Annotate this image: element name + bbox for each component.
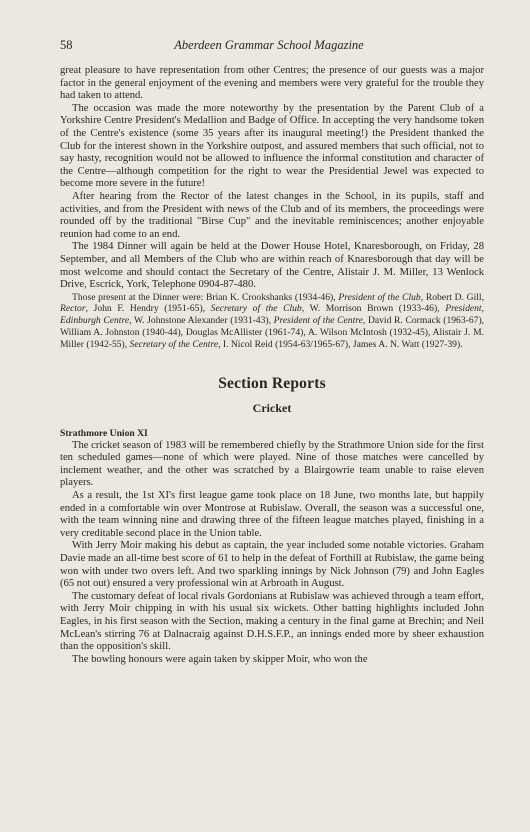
attendee-role: Secretary of the Club bbox=[210, 303, 302, 315]
attendee-role: President of the Centre bbox=[273, 315, 363, 327]
attendee-name: John F. Hendry (1951-65), bbox=[93, 303, 211, 315]
attendees-list bbox=[60, 292, 484, 351]
dinner-report bbox=[60, 65, 484, 351]
subsection-title: Cricket bbox=[252, 400, 292, 415]
paragraph: After hearing from the Rector of the latest changes in the School, in its pupils, staff and activities, and from the President with news of the Club and of its members, the proceedings were rounded off by the traditional "Birse Cup" and the inevitable reminiscences; another enjoyable reunion had come to an end. bbox=[60, 190, 484, 240]
separator: , bbox=[301, 303, 310, 315]
paragraph: The customary defeat of local rivals Gordonians at Rubislaw was achieved through a team effort, with Jerry Moir chipping in with his usual six wickets. Other batting highlights included John Eagles, in his first season with the Section, making a century in the final game at Brechin; and Neil McLean's stirring 76 at Dalnacraig against D.H.S.F.P., an innings ended more by sheer exhaustion than the opposition's skill. bbox=[60, 590, 484, 653]
cricket-report bbox=[60, 440, 484, 667]
paragraph: The occasion was made the more noteworthy by the presentation by the Parent Club of a Yorkshire Centre President's Medallion and Badge of Office. In accepting the very handsome token of the Centre's existence (some 35 years after its inaugural meeting!) the President thanked the Club for the interest shown in the Yorkshire outpost, and assured members that such official, not to say hasty, recognition would not be allowed to influence the informal constitution and character of the Centre—although competition for the right to wear the Presidential Jewel was expected to become more severe in the future! bbox=[60, 102, 484, 190]
paragraph: The bowling honours were again taken by skipper Moir, who won the bbox=[72, 653, 368, 665]
separator: , bbox=[420, 291, 426, 303]
running-title: Aberdeen Grammar School Magazine bbox=[174, 38, 364, 52]
separator: , bbox=[129, 315, 134, 327]
separator: , bbox=[85, 303, 94, 315]
paragraph: great pleasure to have representation from other Centres; the presence of our guests was a major factor in the general enjoyment of the evening and members were very grateful for the trouble they had taken to attend. bbox=[60, 65, 484, 102]
paragraph: The 1984 Dinner will again be held at the Dower House Hotel, Knaresborough, on Friday, 28 September, and all Members of the Club who are within reach of Knaresborough that day will be most welcome and should contact the Secretary of the Centre, Alistair J. M. Miller, 13 Wenlock Drive, Escrick, York, Telephone 0904-87-480. bbox=[60, 241, 484, 291]
section-title: Section Reports bbox=[218, 374, 326, 392]
attendee-name: W. Morrison Brown (1933-46), bbox=[309, 303, 446, 315]
separator: , bbox=[218, 338, 223, 350]
team-heading: Strathmore Union XI bbox=[60, 427, 148, 439]
attendee-name: David R. Cormack (1963-67), William A. Johnston (1940-44), Douglas McAllister (1961-74), A. Wilson McIntosh (1932-45), Alistair J. M. Miller (1942-55), bbox=[60, 315, 485, 350]
attendee-role: Secretary of the Centre bbox=[129, 338, 219, 350]
attendee-name: I. Nicol Reid (1954-63/1965-67), James A. N. Watt (1927-39). bbox=[222, 338, 463, 350]
attendees-intro: Those present at the Dinner were: bbox=[72, 291, 206, 303]
attendee-name: W. Johnstone Alexander (1931-43), bbox=[133, 315, 274, 327]
paragraph: As a result, the 1st XI's first league game took place on 18 June, two months late, but happily ended in a comfortable win over Montrose at Rubislaw. Overall, the season was a successful one, with the team winning nine and drawing three of the fifteen league matches played, finishing in a very creditable second place in the Union table. bbox=[60, 490, 484, 539]
separator: , bbox=[362, 315, 368, 327]
attendee-name: Brian K. Crookshanks (1934-46), bbox=[205, 291, 339, 303]
attendee-role: President, Edinburgh Centre bbox=[60, 303, 484, 327]
page-number: 58 bbox=[60, 38, 73, 52]
attendee-name: Robert D. Gill, bbox=[425, 291, 484, 303]
paragraph: The cricket season of 1983 will be remembered chiefly by the Strathmore Union side for the first ten scheduled games—none of which were played. Nine of those matches were cancelled by inclement weather, and the other was scratched by a Blairgowrie team unable to raise eleven players. bbox=[60, 439, 484, 489]
paragraph: With Jerry Moir making his debut as captain, the year included some notable victories. Graham Davie made an all-time best score of 61 to help in the defeat of Forthill at Rubislaw, the game being won with under two overs left. And two sparkling innings by Nick Johnson (79) and John Eagles (65 not out) ensured a very professional win at Arbroath in August. bbox=[60, 540, 484, 590]
page-header bbox=[60, 38, 484, 53]
attendee-role: Rector bbox=[60, 303, 86, 315]
attendee-role: President of the Club bbox=[338, 291, 421, 303]
